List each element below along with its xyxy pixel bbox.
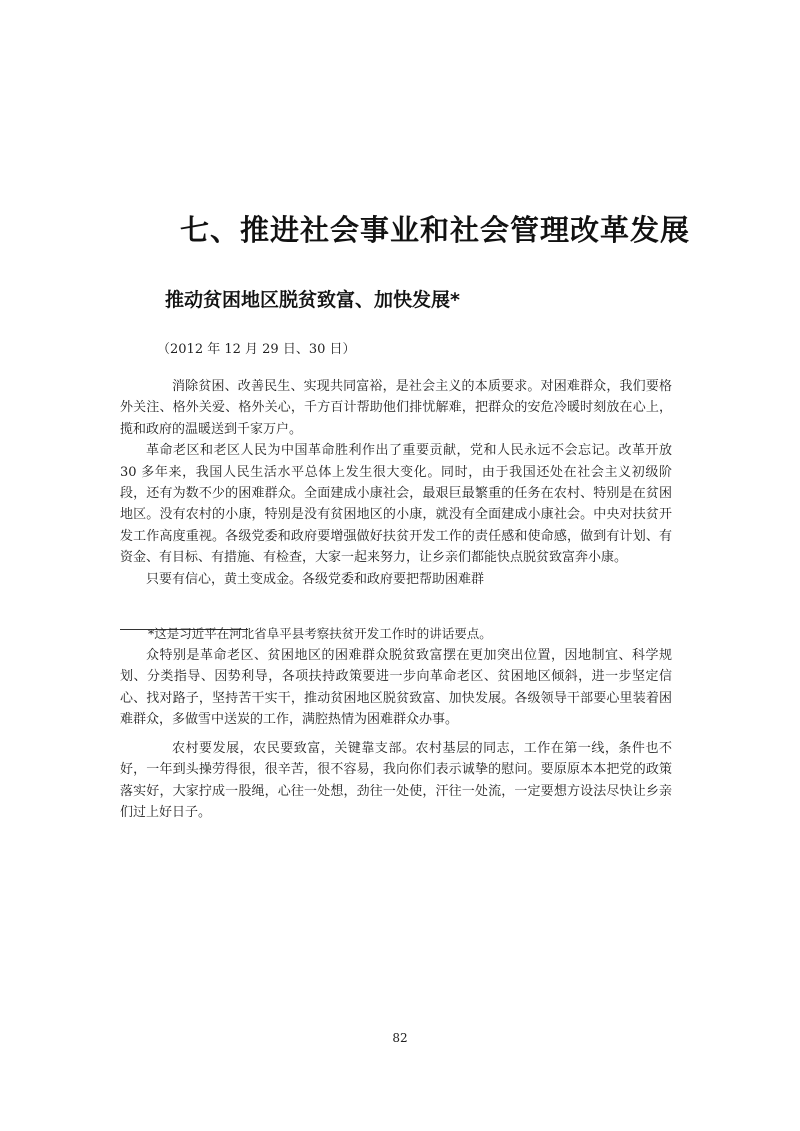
body-text-main <box>120 376 672 590</box>
body-text-continued <box>120 645 672 731</box>
footnote: *这是习近平在河北省阜平县考察扶贫开发工作时的讲话要点。 <box>148 626 492 641</box>
body-text-final <box>120 738 672 824</box>
paragraph-1: 消除贫困、改善民生、实现共同富裕，是社会主义的本质要求。对困难群众，我们要格外关注、格外关爱、格外关心，千方百计帮助他们排忧解难，把群众的安危冷暖时刻放在心上，揽和政府的温暖送到千家万户。 <box>120 379 672 437</box>
page-number: 82 <box>392 1031 408 1045</box>
chapter-title: 七、推进社会事业和社会管理改革发展 <box>179 213 690 247</box>
date-line: （2012 年 12 月 29 日、30 日） <box>157 342 356 357</box>
paragraph-5: 农村要发展，农民要致富，关键靠支部。农村基层的同志，工作在第一线，条件也不好，一年到头操劳得很，很辛苦，很不容易，我向你们表示诚挚的慰问。要原原本本把党的政策落实好，大家拧成一股绳，心往一处想，劲往一处使，汗往一处流，一定要想方设法尽快让乡亲们过上好日子。 <box>120 741 672 821</box>
paragraph-2: 革命老区和老区人民为中国革命胜利作出了重要贡献，党和人民永远不会忘记。改革开放 30 多年来，我国人民生活水平总体上发生很大变化。同时，由于我国还处在社会主义初级阶段，还有为数不少的困难群众。全面建成小康社会，最艰巨最繁重的任务在农村、特别是在贫困地区。没有农村的小康，特别是没有贫困地区的小康，就没有全面建成小康社会。中央对扶贫开发工作高度重视。各级党委和政府要增强做好扶贫开发工作的责任感和使命感，做到有计划、有资金、有目标、有措施、有检查，大家一起来努力，让乡亲们都能快点脱贫致富奔小康。 <box>120 443 672 566</box>
paragraph-3: 只要有信心，黄土变成金。各级党委和政府要把帮助困难群 <box>146 571 485 587</box>
section-title: 推动贫困地区脱贫致富、加快发展* <box>165 289 460 311</box>
paragraph-4: 众特别是革命老区、贫困地区的困难群众脱贫致富摆在更加突出位置，因地制宜、科学规划、分类指导、因势利导，各项扶持政策要进一步向革命老区、贫困地区倾斜，进一步坚定信心、找对路子，坚持苦干实干，推动贫困地区脱贫致富、加快发展。各级领导干部要心里装着困难群众，多做雪中送炭的工作，满腔热情为困难群众办事。 <box>120 648 672 728</box>
